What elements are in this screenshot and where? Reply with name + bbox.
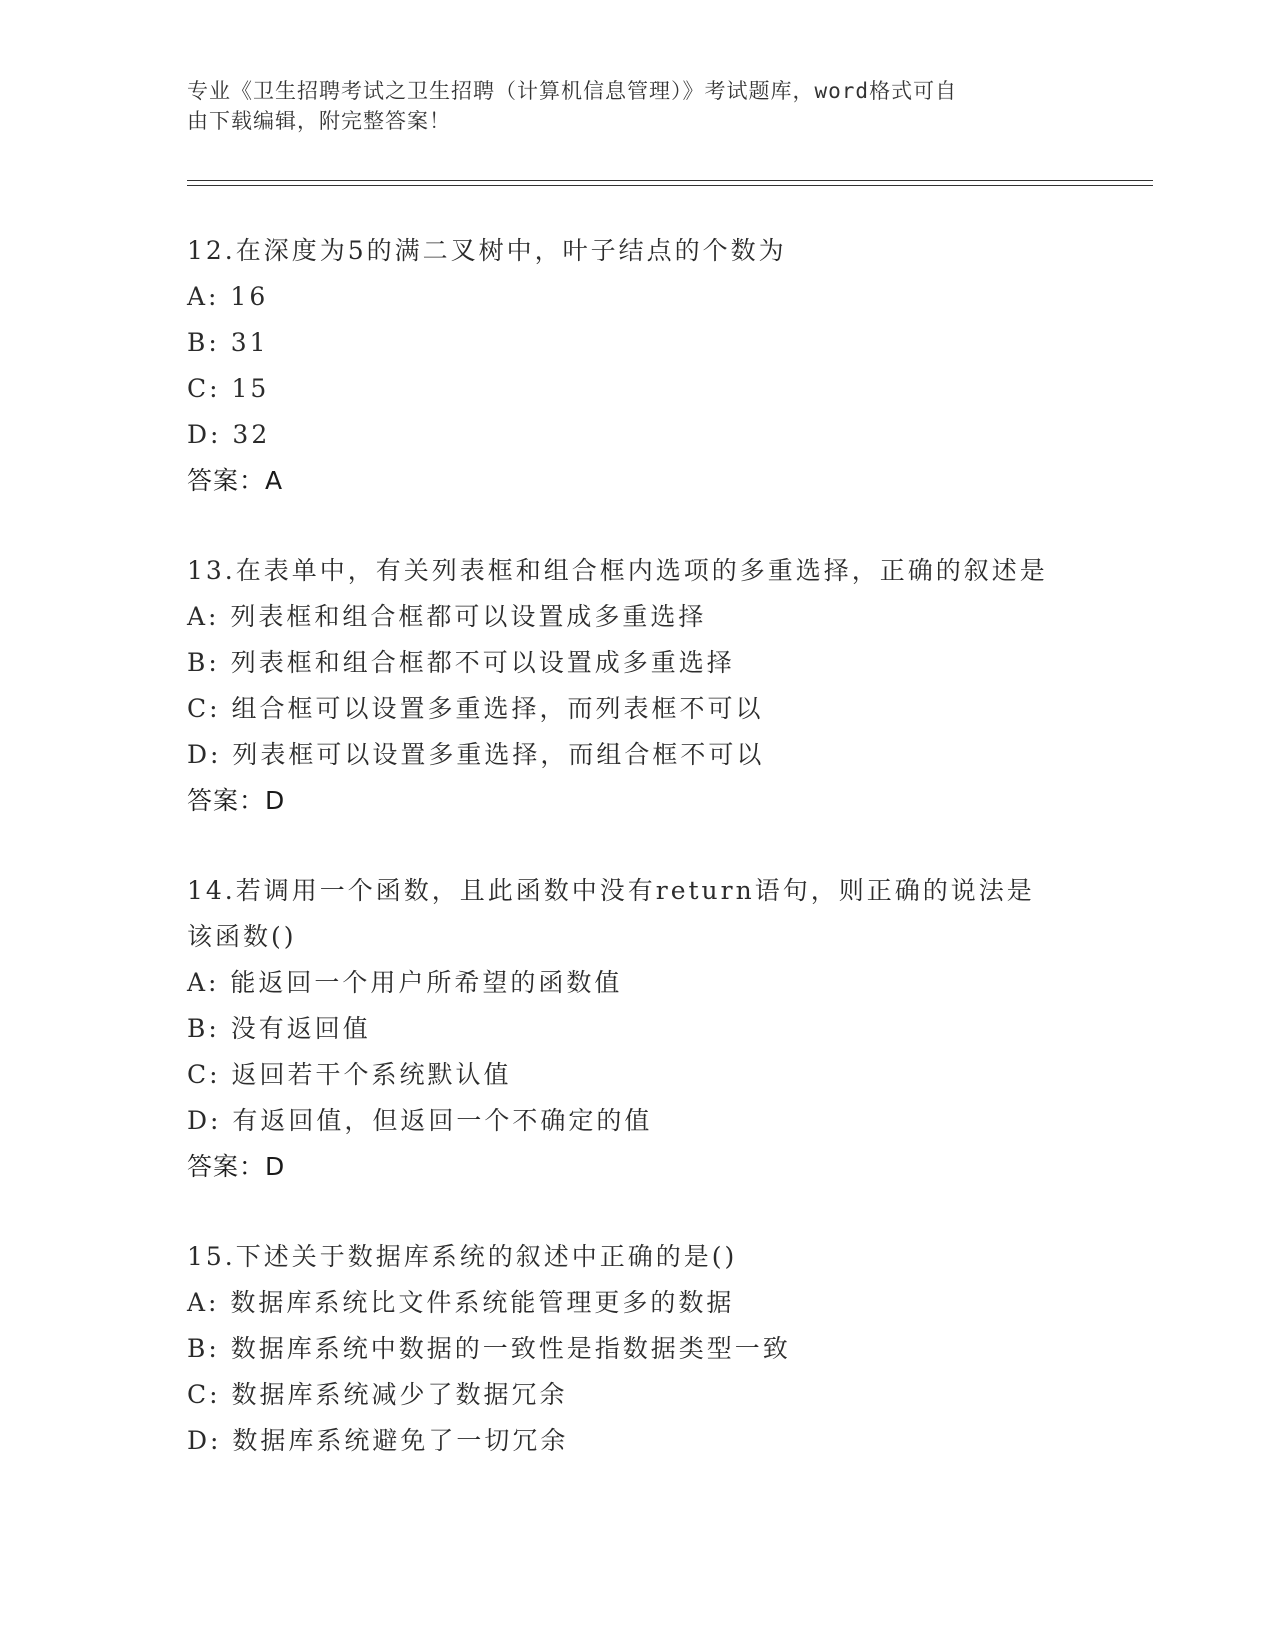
answer: 答案：A xyxy=(187,466,284,495)
question-stem-line-1: 14.若调用一个函数，且此函数中没有return语句，则正确的说法是 xyxy=(187,876,1035,905)
option-d: D: 列表框可以设置多重选择，而组合框不可以 xyxy=(187,740,765,769)
question-stem: 12.在深度为5的满二叉树中，叶子结点的个数为 xyxy=(187,236,787,265)
question-12 xyxy=(187,228,1087,504)
question-stem: 15.下述关于数据库系统的叙述中正确的是() xyxy=(187,1242,738,1271)
option-b: B: 列表框和组合框都不可以设置成多重选择 xyxy=(187,648,735,677)
answer: 答案：D xyxy=(187,1152,286,1181)
option-d: D: 有返回值，但返回一个不确定的值 xyxy=(187,1106,653,1135)
option-a: A: 16 xyxy=(187,282,269,311)
question-13 xyxy=(187,548,1087,824)
option-a: A: 能返回一个用户所希望的函数值 xyxy=(187,968,623,997)
option-c: C: 返回若干个系统默认值 xyxy=(187,1060,512,1089)
option-d: D: 32 xyxy=(187,420,271,449)
option-c: C: 组合框可以设置多重选择，而列表框不可以 xyxy=(187,694,764,723)
answer: 答案：D xyxy=(187,786,286,815)
option-b: B: 没有返回值 xyxy=(187,1014,371,1043)
question-14 xyxy=(187,868,1087,1190)
document-header xyxy=(187,76,1067,136)
option-d: D: 数据库系统避免了一切冗余 xyxy=(187,1426,569,1455)
option-b: B: 数据库系统中数据的一致性是指数据类型一致 xyxy=(187,1334,791,1363)
option-a: A: 列表框和组合框都可以设置成多重选择 xyxy=(187,602,707,631)
question-stem: 13.在表单中，有关列表框和组合框内选项的多重选择，正确的叙述是 xyxy=(187,556,1048,585)
option-c: C: 数据库系统减少了数据冗余 xyxy=(187,1380,568,1409)
question-15 xyxy=(187,1234,1087,1464)
question-stem-line-2: 该函数() xyxy=(187,922,297,951)
option-b: B: 31 xyxy=(187,328,269,357)
option-a: A: 数据库系统比文件系统能管理更多的数据 xyxy=(187,1288,735,1317)
option-c: C: 15 xyxy=(187,374,270,403)
header-line-1: 专业《卫生招聘考试之卫生招聘（计算机信息管理）》考试题库，word格式可自 xyxy=(187,79,958,103)
header-line-2: 由下载编辑，附完整答案！ xyxy=(187,109,451,133)
header-divider xyxy=(187,180,1153,186)
